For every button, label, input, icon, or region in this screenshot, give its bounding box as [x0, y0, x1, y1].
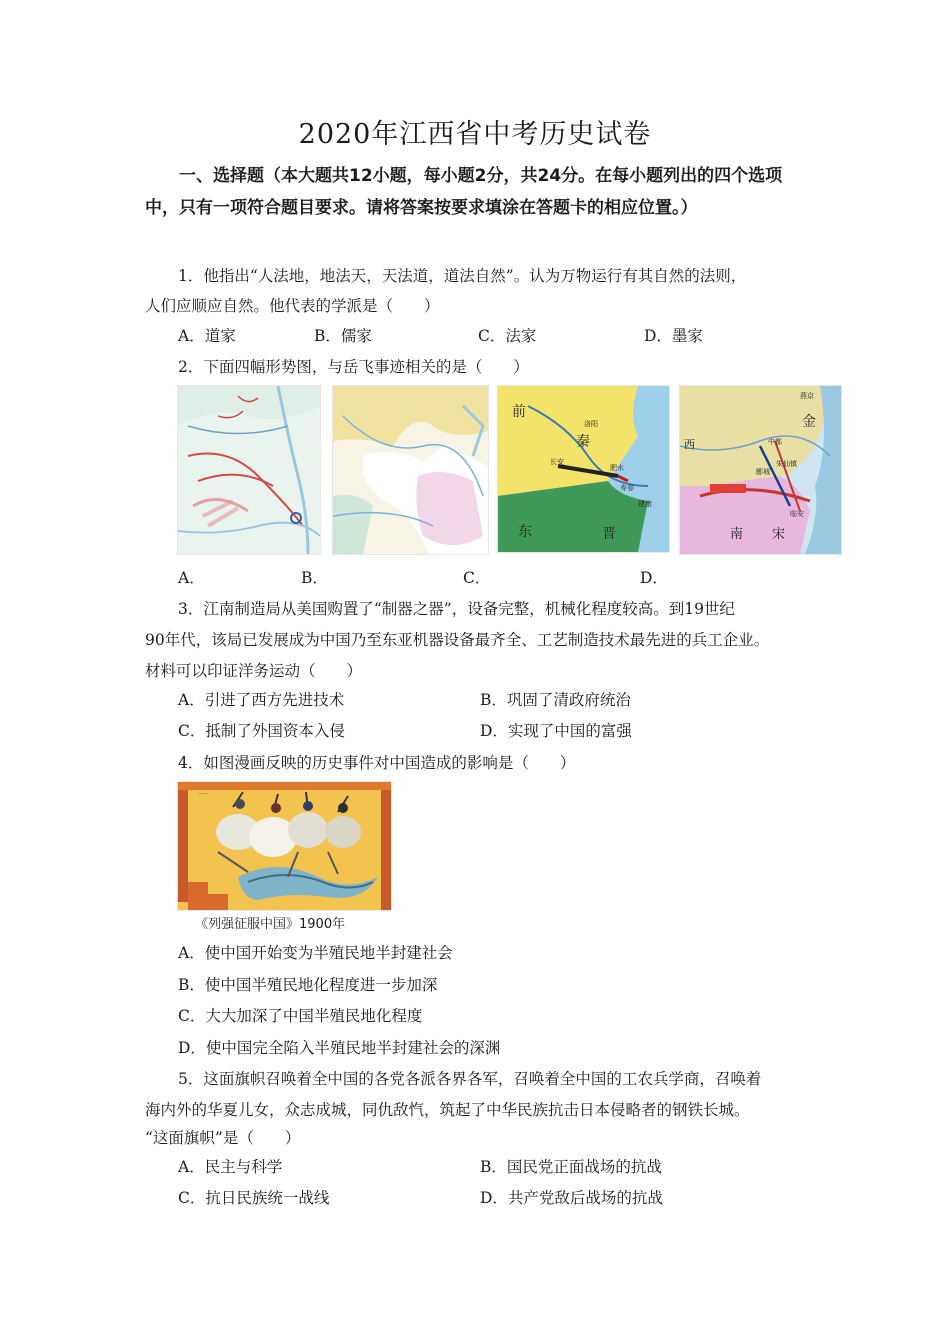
section-heading: 一、选择题（本大题共12小题，每小题2分，共24分。在每小题列出的四个选项中，只有一项符合题目要求。请将答案按要求填涂在答题卡的相应位置。）	[145, 166, 783, 218]
q5-stem-line-2: 海内外的华夏儿女，众志成城，同仇敌忾，筑起了中华民族抗击日本侵略者的钢铁长城。	[145, 1101, 750, 1119]
q5-stem-line-1: 5．这面旗帜召唤着全中国的各党各派各界各军，召唤着全中国的工农兵学商，召唤着	[178, 1070, 762, 1088]
map-d-label-xi: 西	[684, 438, 695, 451]
q5-option-a[interactable]: A．民主与科学	[178, 1158, 283, 1176]
map-a-image	[177, 385, 321, 555]
q1-stem-line-2: 人们应顺应自然。他代表的学派是（ ）	[145, 297, 440, 315]
q2-option-d[interactable]: D．	[640, 569, 668, 587]
q2-option-c[interactable]: C．	[463, 569, 491, 587]
q5-option-b[interactable]: B．国民党正面战场的抗战	[480, 1158, 662, 1176]
q4-option-d[interactable]: D．使中国完全陷入半殖民地半封建社会的深渊	[178, 1039, 501, 1057]
q1-option-c[interactable]: C．法家	[478, 327, 537, 345]
q5-option-d[interactable]: D．共产党敌后战场的抗战	[480, 1189, 663, 1207]
map-c-image	[497, 385, 670, 553]
map-d-label-nan: 南	[730, 527, 744, 542]
map-c-label-qin: 秦	[576, 434, 590, 450]
cartoon-caption: 《列强征服中国》1900年	[195, 917, 346, 932]
q4-option-b[interactable]: B．使中国半殖民地化程度进一步加深	[178, 976, 438, 994]
q4-stem: 4．如图漫画反映的历史事件对中国造成的影响是（ ）	[178, 754, 576, 772]
map-b-image	[332, 385, 489, 555]
q4-option-a[interactable]: A．使中国开始变为半殖民地半封建社会	[178, 944, 453, 962]
map-c-label-shouchun: 寿春	[620, 484, 634, 492]
q1-option-a[interactable]: A．道家	[178, 327, 236, 345]
q3-option-b[interactable]: B．巩固了清政府统治	[480, 691, 631, 709]
q5-stem-line-3: “这面旗帜”是（ ）	[145, 1129, 301, 1147]
map-c-label-luoyang: 洛阳	[584, 420, 598, 428]
q3-stem-line-3: 材料可以印证洋务运动（ ）	[145, 662, 363, 680]
q1-option-b[interactable]: B．儒家	[314, 327, 372, 345]
q1-option-d[interactable]: D．墨家	[644, 327, 703, 345]
map-c-label-changan: 长安	[550, 458, 564, 466]
svg-text:·····: ·····	[198, 791, 208, 798]
q3-stem-line-1: 3．江南制造局从美国购置了“制器之器”，设备完整，机械化程度较高。到19世纪	[178, 600, 735, 618]
q3-option-c[interactable]: C．抵制了外国资本入侵	[178, 722, 345, 740]
cartoon-image	[177, 781, 392, 911]
map-d-label-zhuxianzhen: 朱仙镇	[776, 460, 797, 468]
map-d-label-song: 宋	[772, 527, 786, 542]
q2-option-a[interactable]: A．	[178, 569, 205, 587]
map-c-label-jin: 晋	[602, 526, 616, 542]
map-d-label-yancheng: 郾城	[756, 468, 770, 476]
map-d-label-zhongdu: 中都	[768, 438, 782, 446]
q3-option-a[interactable]: A．引进了西方先进技术	[178, 691, 345, 709]
map-d-label-jin: 金	[802, 414, 816, 430]
q2-stem: 2．下面四幅形势图，与岳飞事迹相关的是（ ）	[178, 358, 529, 376]
q4-option-c[interactable]: C．大大加深了中国半殖民地化程度	[178, 1007, 423, 1025]
q2-option-b[interactable]: B．	[301, 569, 328, 587]
q1-stem-line-1: 1．他指出“人法地，地法天，天法道，道法自然”。认为万物运行有其自然的法则，	[178, 267, 747, 285]
map-d-label-yanjing: 燕京	[800, 392, 814, 400]
page-title: 2020年江西省中考历史试卷	[298, 119, 652, 150]
map-c-label-jiankang: 建康	[638, 500, 652, 508]
q3-option-d[interactable]: D．实现了中国的富强	[480, 722, 632, 740]
map-c-label-qian: 前	[512, 404, 526, 420]
q5-option-c[interactable]: C．抗日民族统一战线	[178, 1189, 330, 1207]
q3-stem-line-2: 90年代，该局已发展成为中国乃至东亚机器设备最齐全、工艺制造技术最先进的兵工企业。	[145, 631, 770, 649]
map-c-label-feishui: 肥水	[610, 464, 624, 472]
map-c-label-dong: 东	[518, 524, 532, 540]
map-d-label-linan: 临安	[790, 510, 804, 518]
map-d-image	[679, 385, 842, 555]
